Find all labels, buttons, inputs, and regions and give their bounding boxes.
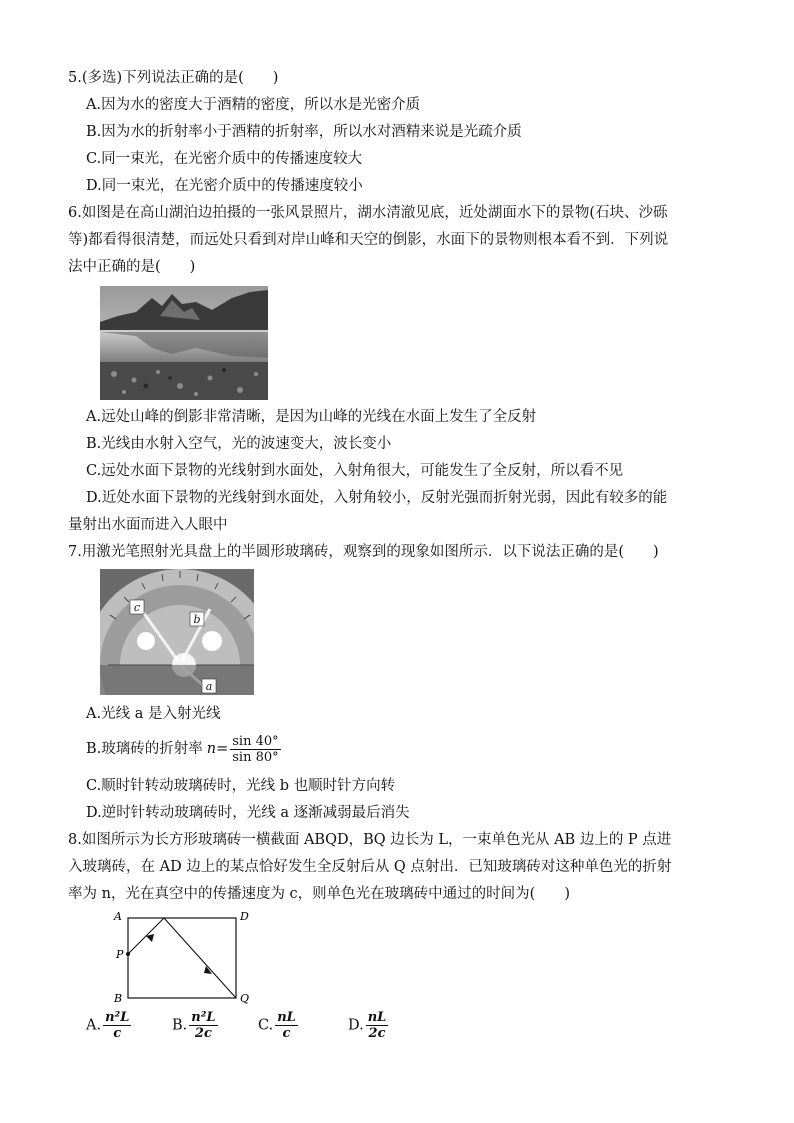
q8-choice-a-numerator: n²L — [105, 1010, 130, 1025]
point-p-label: P — [116, 948, 124, 961]
q8-choice-b-denominator: 2c — [194, 1026, 212, 1041]
q7-option-b-fraction — [230, 734, 280, 765]
q8-choice-c-denominator: c — [282, 1026, 291, 1041]
q5-option-c: C.同一束光，在光密介质中的传播速度较大 — [86, 151, 363, 167]
q8-choice-a-denominator: c — [113, 1026, 122, 1041]
q7-option-d: D.逆时针转动玻璃砖时，光线 a 逐渐减弱最后消失 — [86, 805, 410, 821]
q7-option-c: C.顺时针转动玻璃砖时，光线 b 也顺时针方向转 — [86, 778, 396, 794]
q6-option-d-line-2: 量射出水面而进入人眼中 — [68, 517, 228, 533]
q7-option-b-numerator: sin 40° — [232, 733, 279, 749]
q7-option-b-denominator: sin 80° — [232, 749, 279, 765]
q6-stem-line-1: 6.如图是在高山湖泊边拍摄的一张风景照片，湖水清澈见底，近处湖面水下的景物(石块、沙砾 — [68, 205, 668, 221]
q6-option-a: A.远处山峰的倒影非常清晰，是因为山峰的光线在水面上发生了全反射 — [86, 409, 537, 425]
q7-option-b: B.玻璃砖的折射率 n= $\frac{\sin 40^\circ}{\sin 80^\circ}$ — [86, 733, 279, 765]
q8-stem-line-1: 8.如图所示为长方形玻璃砖一横截面 ABQD，BQ 边长为 L，一束单色光从 AB 边上的 P 点进 — [68, 832, 672, 848]
vertex-a-label: A — [114, 910, 122, 923]
label-a: a — [205, 680, 213, 693]
q8-choice-d — [348, 1010, 390, 1041]
q8-choice-a — [86, 1010, 133, 1041]
q5-stem: 5.(多选)下列说法正确的是( ) — [68, 70, 279, 86]
vertex-b-label: B — [114, 992, 123, 1005]
q8-choice-c — [258, 1010, 300, 1041]
q8-choice-b — [172, 1010, 220, 1041]
q8-choice-c-numerator: nL — [277, 1010, 296, 1025]
q8-choice-d-denominator: 2c — [368, 1026, 386, 1041]
q7-option-a: A.光线 a 是入射光线 — [86, 706, 221, 722]
q6-option-b: B.光线由水射入空气，光的波速变大，波长变小 — [86, 436, 392, 452]
q5-option-a: A.因为水的密度大于酒精的密度，所以水是光密介质 — [86, 97, 421, 113]
label-c: c — [133, 601, 141, 614]
q8-choice-d-numerator: nL — [367, 1010, 387, 1025]
q5-option-b: B.因为水的折射率小于酒精的折射率，所以水对酒精来说是光疏介质 — [86, 124, 522, 140]
q7-option-b-n: n — [206, 741, 217, 757]
q8-choice-c-label: C. — [258, 1017, 274, 1034]
q6-option-d-line-1: D.近处水面下景物的光线射到水面处，入射角较小，反射光强而折射光弱，因此有较多的能 — [86, 490, 668, 506]
vertex-q-label: Q — [240, 992, 250, 1005]
lake-mountain-photo — [100, 286, 268, 400]
q5-option-d: D.同一束光，在光密介质中的传播速度较小 — [86, 178, 363, 194]
q8-stem-line-2: 入玻璃砖，在 AD 边上的某点恰好发生全反射后从 Q 点射出．已知玻璃砖对这种单色光的折射 — [68, 859, 672, 875]
q7-stem: 7.用激光笔照射光具盘上的半圆形玻璃砖，观察到的现象如图所示．以下说法正确的是( ) — [68, 544, 659, 560]
q6-stem-line-2: 等)都看得很清楚，而远处只看到对岸山峰和天空的倒影，水面下的景物则根本看不到．下列说 — [68, 232, 669, 248]
q8-choice-d-label: D. — [348, 1017, 364, 1034]
q6-stem-line-3: 法中正确的是( ) — [68, 259, 196, 275]
rectangle-glass-diagram — [110, 906, 260, 1006]
q7-option-b-prefix: B.玻璃砖的折射率 — [86, 741, 203, 757]
q8-choice-a-label: A. — [86, 1017, 102, 1034]
q8-choice-b-numerator: n²L — [191, 1010, 216, 1025]
q8-choice-b-label: B. — [172, 1017, 188, 1034]
vertex-d-label: D — [240, 910, 249, 923]
q8-stem-line-3: 率为 n，光在真空中的传播速度为 c，则单色光在玻璃砖中通过的时间为( ) — [68, 886, 570, 902]
optical-disk-photo — [100, 569, 254, 695]
q6-option-c: C.远处水面下景物的光线射到水面处，入射角很大，可能发生了全反射，所以看不见 — [86, 463, 624, 479]
label-b: b — [193, 613, 201, 626]
